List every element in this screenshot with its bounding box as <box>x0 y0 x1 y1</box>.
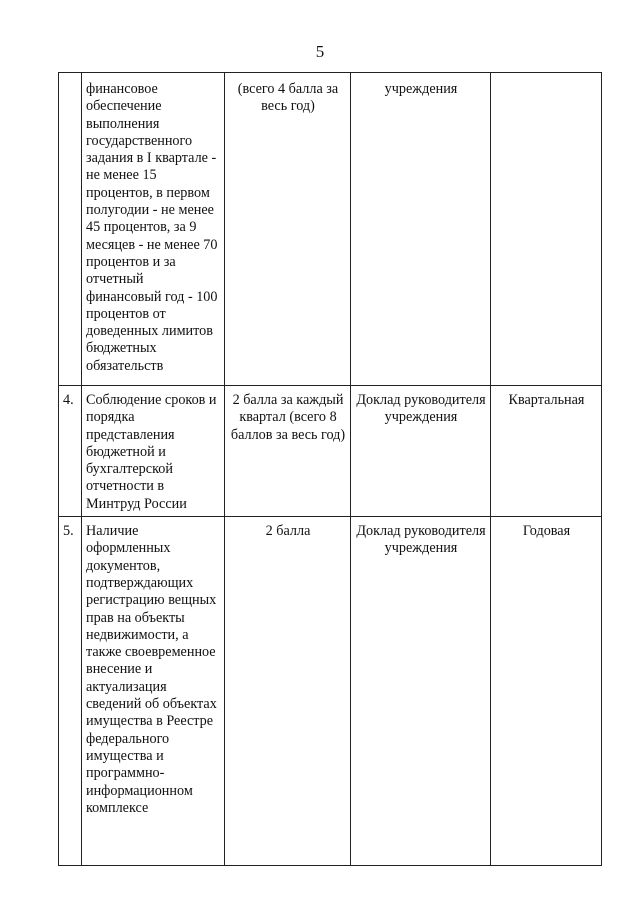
table-row <box>59 386 602 517</box>
page-number: 5 <box>315 42 325 61</box>
score-cell: 2 балла <box>225 517 351 866</box>
period-cell: Годовая <box>491 517 602 866</box>
score-cell: (всего 4 балла за весь год) <box>225 73 351 386</box>
score-cell: 2 балла за каждый квартал (всего 8 баллов за весь год) <box>225 386 351 517</box>
criterion-cell: Наличие оформленных документов, подтверждающих регистрацию вещных прав на объекты недвижимости, а также своевременное внесение и актуализация сведений об объектах имущества в Реестре федерального имущества и программно-информационном комплексе <box>82 517 225 866</box>
source-cell: Доклад руководителя учреждения <box>351 386 491 517</box>
period-cell: Квартальная <box>491 386 602 517</box>
criterion-cell: Соблюдение сроков и порядка представления бюджетной и бухгалтерской отчетности в Минтруд России <box>82 386 225 517</box>
criteria-table <box>58 72 602 866</box>
source-cell: учреждения <box>351 73 491 386</box>
period-cell <box>491 73 602 386</box>
table-row <box>59 517 602 866</box>
criterion-cell: финансовое обеспечение выполнения государственного задания в I квартале - не менее 15 процентов, в первом полугодии - не менее 45 процентов, за 9 месяцев - не менее 70 процентов и за отчетный финансовый год - 100 процентов от доведенных лимитов бюджетных обязательств <box>82 73 225 386</box>
row-number: 5. <box>59 517 82 866</box>
row-number <box>59 73 82 386</box>
row-number: 4. <box>59 386 82 517</box>
table-row <box>59 73 602 386</box>
source-cell: Доклад руководителя учреждения <box>351 517 491 866</box>
